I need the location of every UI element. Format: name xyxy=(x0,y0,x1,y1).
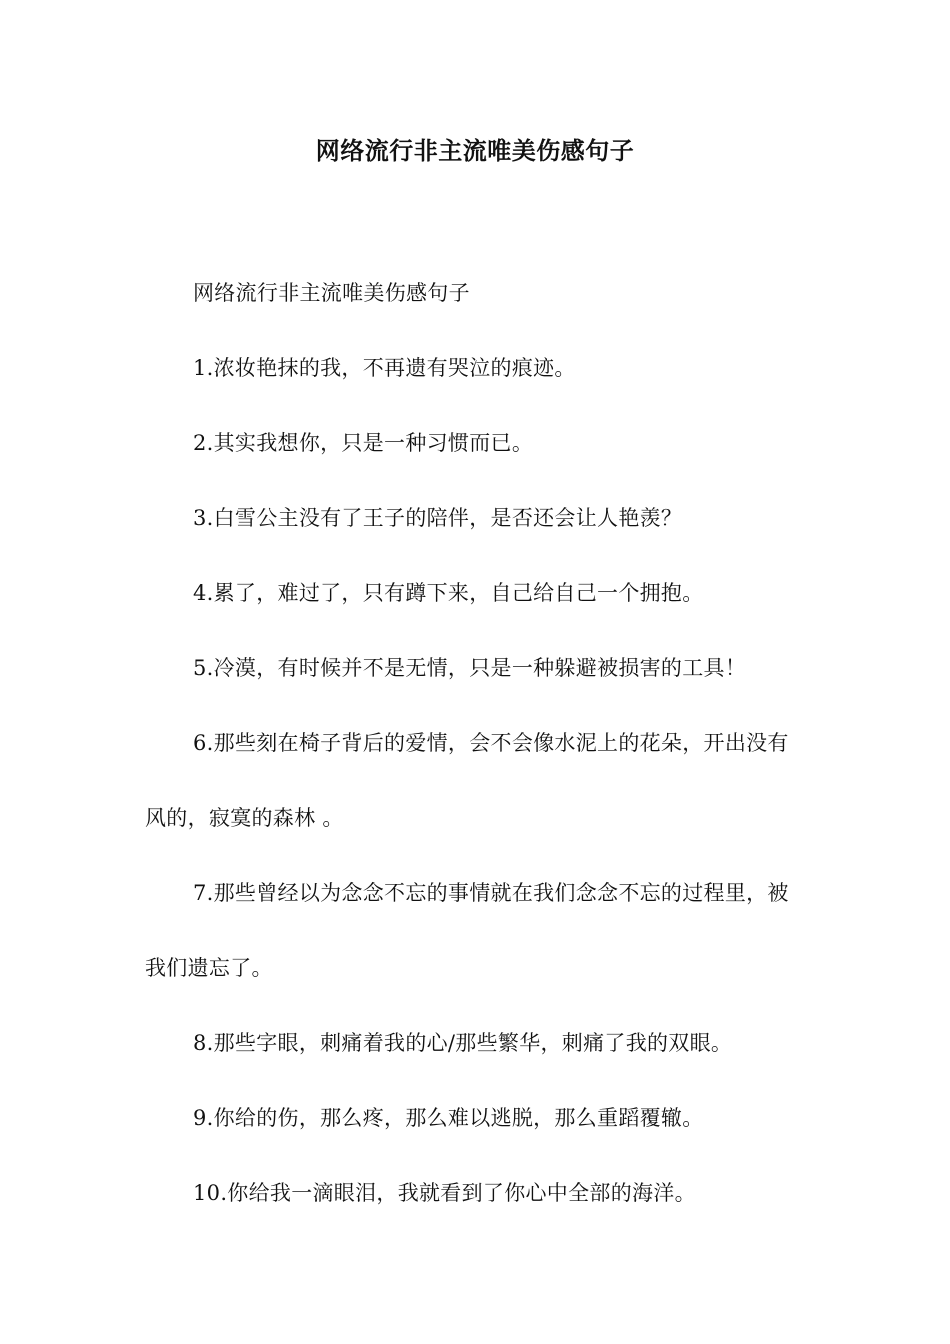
paragraph-item-3: 3.白雪公主没有了王子的陪伴，是否还会让人艳羡？ xyxy=(193,506,683,530)
paragraph-item-5: 5.冷漠，有时候并不是无情，只是一种躲避被损害的工具！ xyxy=(193,656,747,680)
paragraph-item-1: 1.浓妆艳抹的我，不再遗有哭泣的痕迹。 xyxy=(193,356,576,380)
paragraph-item-7: 7.那些曾经以为念念不忘的事情就在我们念念不忘的过程里，被我们遗忘了。 xyxy=(145,881,789,980)
document-body xyxy=(145,256,810,1231)
paragraph-item-9: 9.你给的伤，那么疼，那么难以逃脱，那么重蹈覆辙。 xyxy=(193,1106,704,1130)
paragraph-item-10: 10.你给我一滴眼泪，我就看到了你心中全部的海洋。 xyxy=(193,1181,696,1205)
paragraph-subtitle: 网络流行非主流唯美伤感句子 xyxy=(193,281,470,305)
paragraph-item-4: 4.累了，难过了，只有蹲下来，自己给自己一个拥抱。 xyxy=(193,581,704,605)
paragraph-item-2: 2.其实我想你，只是一种习惯而已。 xyxy=(193,431,534,455)
paragraph-item-8: 8.那些字眼，刺痛着我的心/那些繁华，刺痛了我的双眼。 xyxy=(193,1031,733,1055)
document-title: 网络流行非主流唯美伤感句子 xyxy=(315,136,635,165)
paragraph-item-6: 6.那些刻在椅子背后的爱情，会不会像水泥上的花朵，开出没有风的，寂寞的森林 。 xyxy=(145,731,789,830)
